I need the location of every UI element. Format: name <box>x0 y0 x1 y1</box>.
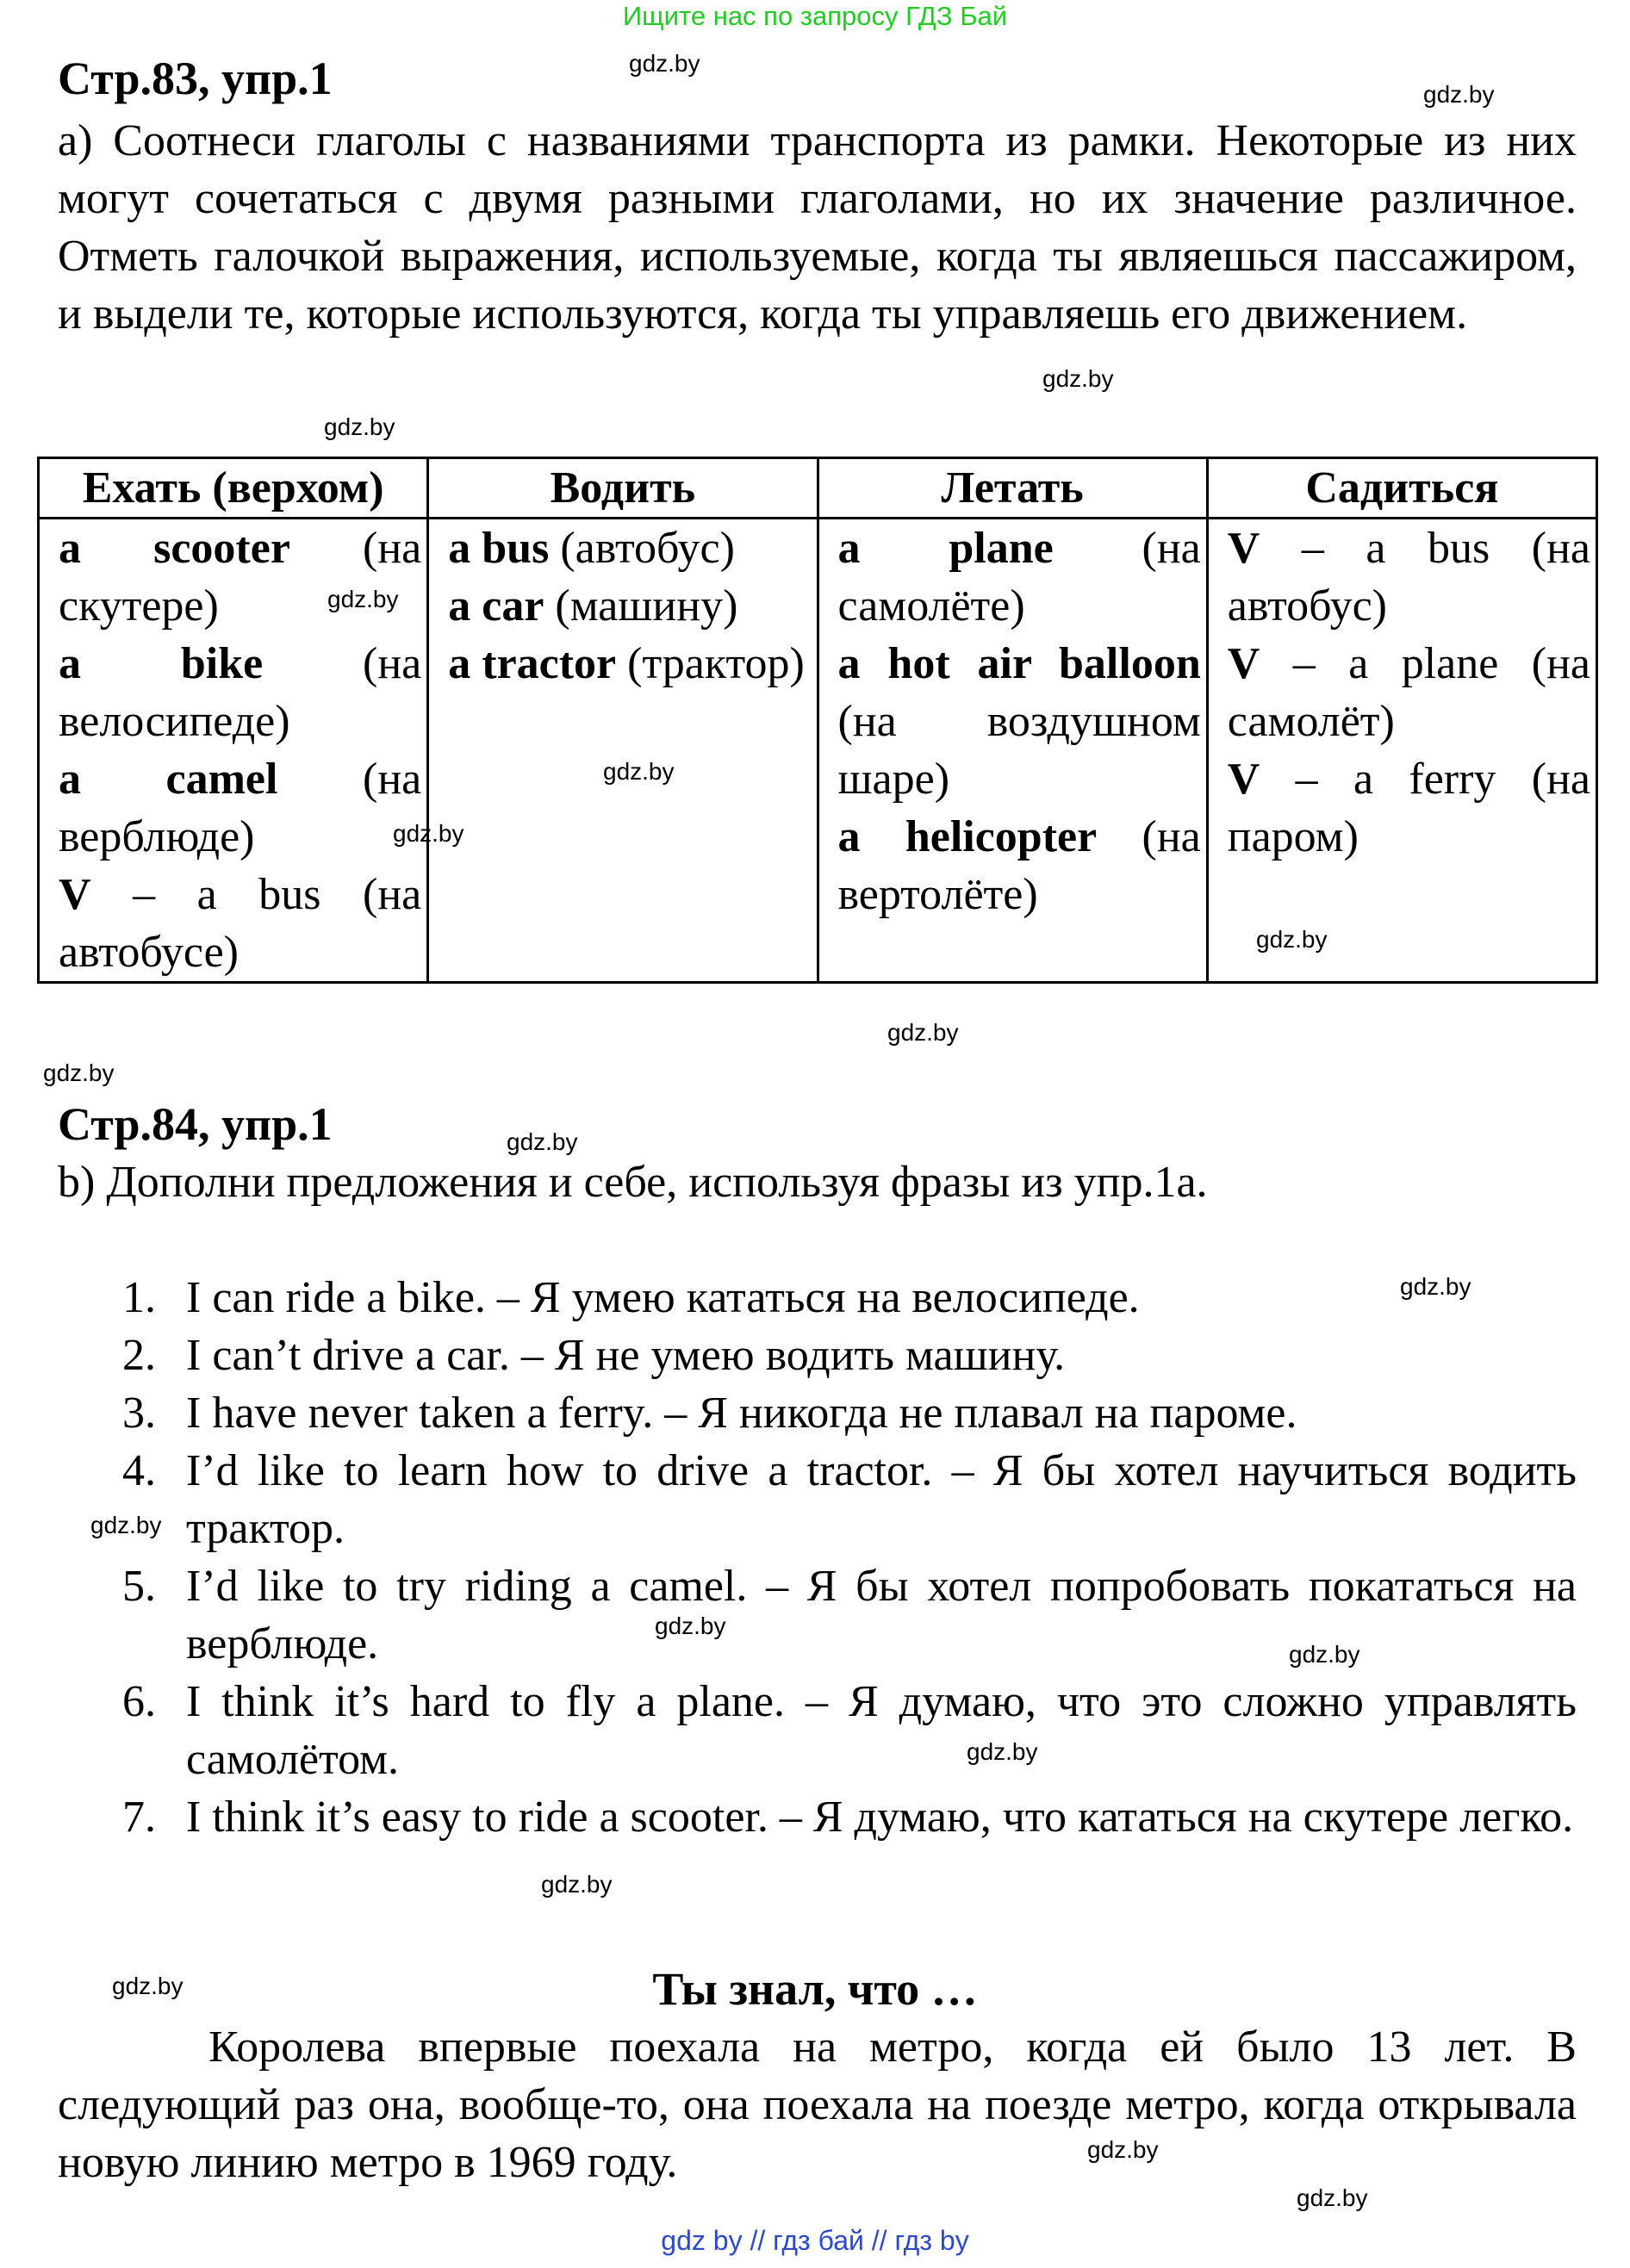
search-banner[interactable]: Ищите нас по запросу ГДЗ Бай <box>622 1 1008 31</box>
list-item <box>122 1788 1577 1846</box>
transport-name: a car <box>448 581 544 631</box>
item-text: I’d like to learn how to drive a tractor. – Я бы хотел научиться водить трактор. <box>186 1446 1577 1553</box>
watermark: gdz.by <box>655 1612 726 1639</box>
watermark: gdz.by <box>1042 365 1114 392</box>
watermark: gdz.by <box>1400 1273 1471 1300</box>
watermark: gdz.by <box>1087 2136 1159 2163</box>
watermark: gdz.by <box>967 1738 1038 1765</box>
watermark: gdz.by <box>1256 926 1328 953</box>
translation: (на вертолёте) <box>837 812 1201 919</box>
translation: – a ferry (на паром) <box>1227 755 1590 861</box>
item-text: I’d like to try riding a camel. – Я бы хотел попробовать покататься на верблюде. <box>186 1562 1577 1668</box>
transport-entry <box>838 635 1201 808</box>
item-number: 2. <box>122 1331 156 1380</box>
transport-entry <box>838 808 1201 923</box>
transport-entry <box>59 519 421 635</box>
translation: – a plane (на самолёт) <box>1227 639 1590 746</box>
translation: (на воздушном шаре) <box>837 697 1201 804</box>
table-header: Водить <box>428 458 818 519</box>
watermark: gdz.by <box>603 758 675 785</box>
section2-task: b) Дополни предложения и себе, используя фразы из упр.1а. <box>58 1158 1208 1207</box>
transport-entry <box>448 519 811 577</box>
transport-entry <box>838 519 1201 635</box>
translation: – a bus (на автобус) <box>1227 524 1590 631</box>
footer-links[interactable]: gdz by // гдз бай // гдз by <box>661 2225 969 2256</box>
section2-heading: Стр.84, упр.1 <box>58 1098 333 1150</box>
transport-name: a scooter <box>59 524 290 573</box>
translation: – a bus (на автобусе) <box>59 870 422 977</box>
watermark: gdz.by <box>112 1973 184 1999</box>
transport-entry <box>1228 750 1590 866</box>
item-number: 3. <box>122 1389 156 1438</box>
list-item <box>122 1673 1577 1788</box>
translation: (трактор) <box>616 639 805 688</box>
checkmark: V <box>1227 524 1260 573</box>
checkmark: V <box>1227 639 1260 688</box>
transport-entry <box>1228 519 1590 635</box>
watermark: gdz.by <box>507 1128 578 1155</box>
section1-task: а) Соотнеси глаголы с названиями транспорта из рамки. Некоторые из них могут сочетаться с двумя разными глаголами, но их значение различное. Отметь галочкой выражения, используемые, когда ты являешься пассажиром, и выдели те, которые используются, когда ты управляешь его движением. <box>58 116 1577 339</box>
transport-name: a helicopter <box>837 812 1098 861</box>
list-item <box>122 1269 1577 1327</box>
item-number: 7. <box>122 1793 156 1842</box>
watermark: gdz.by <box>629 50 700 77</box>
transport-name: a tractor <box>448 639 617 688</box>
list-item <box>122 1384 1577 1442</box>
translation: (на скутере) <box>59 524 422 631</box>
translation: (на велосипеде) <box>59 639 422 746</box>
transport-name: a bus <box>448 524 550 573</box>
table-header: Ехать (верхом) <box>39 458 428 519</box>
sentence-list <box>122 1269 1577 1846</box>
table-cell-fly <box>818 519 1207 983</box>
item-text: I have never taken a ferry. – Я никогда не плавал на пароме. <box>186 1389 1297 1438</box>
table-cell-drive <box>428 519 818 983</box>
watermark: gdz.by <box>1297 2184 1368 2211</box>
watermark: gdz.by <box>887 1019 959 1046</box>
watermark: gdz.by <box>327 586 399 612</box>
item-text: I can ride a bike. – Я умею кататься на велосипеде. <box>186 1273 1140 1322</box>
table-header: Летать <box>818 458 1207 519</box>
transport-entry <box>448 635 811 693</box>
watermark: gdz.by <box>541 1871 613 1898</box>
table-header: Садиться <box>1207 458 1596 519</box>
translation: (машину) <box>544 581 738 631</box>
item-number: 5. <box>122 1562 156 1611</box>
item-text: I think it’s easy to ride a scooter. – Я думаю, что кататься на скутере легко. <box>186 1793 1574 1842</box>
transport-entry <box>59 750 421 866</box>
transport-name: a hot air balloon <box>837 639 1201 688</box>
checkmark: V <box>1227 755 1260 804</box>
verbs-transport-table <box>37 457 1598 984</box>
item-number: 6. <box>122 1677 156 1726</box>
item-text: I can’t drive a car. – Я не умею водить машину. <box>186 1331 1066 1380</box>
translation: (автобус) <box>549 524 735 573</box>
list-item <box>122 1327 1577 1384</box>
transport-name: a bike <box>59 639 264 688</box>
watermark: gdz.by <box>90 1512 162 1538</box>
translation: (на самолёте) <box>837 524 1201 631</box>
transport-entry <box>1228 635 1590 750</box>
watermark: gdz.by <box>1289 1641 1360 1668</box>
watermark: gdz.by <box>393 820 464 847</box>
watermark: gdz.by <box>324 413 395 440</box>
transport-entry <box>59 635 421 750</box>
item-number: 4. <box>122 1446 156 1495</box>
transport-entry <box>448 577 811 635</box>
fact-text: Королева впервые поехала на метро, когда ей было 13 лет. В следующий раз она, вообще-то, она поехала на поезде метро, когда открывала новую линию метро в 1969 году. <box>58 2023 1577 2187</box>
transport-entry <box>59 866 421 981</box>
watermark: gdz.by <box>1423 81 1495 108</box>
watermark: gdz.by <box>43 1059 115 1086</box>
list-item <box>122 1442 1577 1557</box>
item-number: 1. <box>122 1273 156 1322</box>
checkmark: V <box>59 870 91 919</box>
section1-heading: Стр.83, упр.1 <box>58 53 333 104</box>
translation: (на верблюде) <box>59 755 422 861</box>
transport-name: a camel <box>59 755 278 804</box>
transport-name: a plane <box>837 524 1054 573</box>
table-cell-board <box>1207 519 1596 983</box>
fact-heading: Ты знал, что … <box>652 1963 978 2015</box>
item-text: I think it’s hard to fly a plane. – Я думаю, что это сложно управлять самолётом. <box>186 1677 1577 1784</box>
